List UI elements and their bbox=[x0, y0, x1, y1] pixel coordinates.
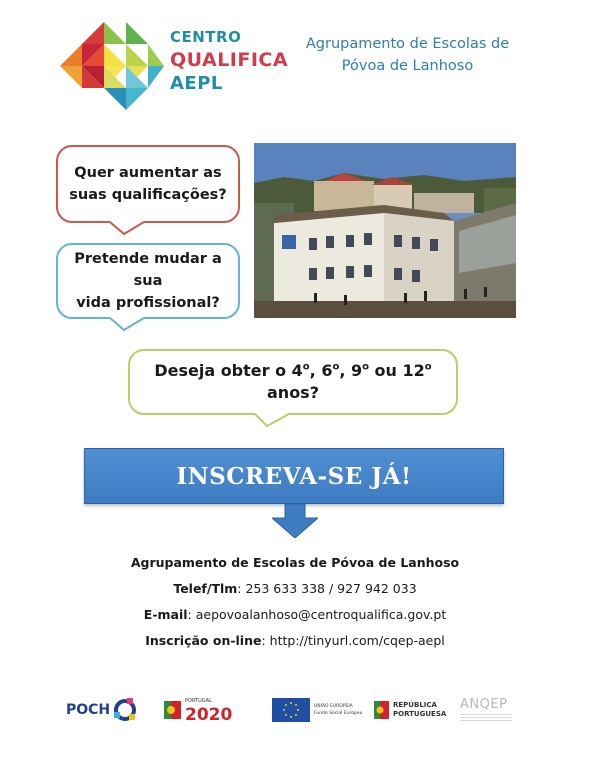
brand-line-2: QUALIFICA bbox=[170, 49, 289, 71]
bubble-3-text-12: ou 12 bbox=[368, 361, 425, 380]
brand-line-3: AEPL bbox=[170, 73, 223, 94]
centro-qualifica-logo bbox=[60, 22, 164, 110]
ordinal-sup-2: o bbox=[332, 361, 340, 373]
year-label: 2020 bbox=[185, 705, 233, 725]
eu-line-1: UNIÃO EUROPEIA bbox=[314, 704, 353, 709]
bubble-2-line-1: Pretende mudar a sua bbox=[74, 251, 222, 289]
question-bubble-school-years bbox=[128, 349, 458, 415]
contact-info bbox=[60, 550, 530, 654]
brand-line-1: CENTRO bbox=[170, 28, 242, 46]
enroll-now-label: INSCREVA-SE JÁ! bbox=[176, 462, 412, 490]
enroll-now-banner[interactable] bbox=[84, 448, 504, 504]
anqep-logo bbox=[460, 692, 512, 728]
bubble-3-text-prefix: Deseja obter o 4 bbox=[154, 361, 303, 380]
portugal-label: PORTUGAL bbox=[185, 698, 212, 704]
eu-line-2: Fundo Social Europeu bbox=[314, 711, 363, 716]
bubble-2-tail bbox=[110, 317, 144, 331]
bubble-2-line-2: vida profissional? bbox=[76, 295, 220, 311]
contact-school-name: Agrupamento de Escolas de Póvoa de Lanhoso bbox=[130, 555, 460, 570]
bubble-3-tail bbox=[255, 413, 289, 427]
portugal-2020-logo bbox=[164, 692, 232, 728]
school-line-1: Agrupamento de Escolas de bbox=[305, 36, 510, 52]
portuguese-emblem-icon bbox=[374, 699, 390, 721]
footer-logos bbox=[0, 692, 600, 732]
down-arrow-icon bbox=[272, 504, 318, 538]
phone-value: : 253 633 338 / 927 942 033 bbox=[237, 581, 417, 596]
bubble-3-text-suffix: anos? bbox=[267, 383, 319, 402]
brand-name bbox=[170, 26, 288, 95]
republica-line-2: PORTUGUESA bbox=[393, 710, 447, 718]
school-line-2: Póvoa de Lanhoso bbox=[341, 58, 474, 74]
email-label: E-mail bbox=[143, 607, 188, 622]
poch-label: POCH bbox=[66, 702, 111, 718]
bubble-3-text-9: , 9 bbox=[339, 361, 363, 380]
eu-fse-logo bbox=[272, 692, 363, 728]
contact-email bbox=[60, 602, 530, 628]
contact-phone bbox=[60, 576, 530, 602]
bubble-1-line-2: suas qualificações? bbox=[69, 187, 227, 203]
republica-portuguesa-logo bbox=[374, 692, 446, 728]
email-value[interactable]: : aepovoalanhoso@centroqualifica.gov.pt bbox=[187, 607, 447, 622]
question-bubble-career bbox=[56, 243, 240, 319]
online-url[interactable]: : http://tinyurl.com/cqep-aepl bbox=[261, 633, 445, 648]
school-name-header bbox=[300, 33, 515, 77]
republica-line-1: REPÚBLICA bbox=[393, 701, 437, 709]
portugal-flag-icon bbox=[164, 699, 182, 721]
ordinal-sup-3: o bbox=[362, 361, 369, 373]
bubble-3-text-6: , 6 bbox=[309, 361, 333, 380]
eu-flag-icon bbox=[272, 698, 310, 722]
question-bubble-qualifications bbox=[56, 145, 240, 223]
ordinal-sup-4: o bbox=[424, 361, 432, 373]
ordinal-sup-1: o bbox=[302, 361, 310, 373]
online-label: Inscrição on-line bbox=[145, 633, 262, 648]
bubble-1-tail bbox=[110, 221, 144, 235]
poch-mark-icon bbox=[112, 696, 138, 724]
school-building-photo bbox=[254, 143, 516, 318]
bubble-1-line-1: Quer aumentar as bbox=[74, 165, 222, 181]
anqep-subtitle-lines bbox=[460, 714, 512, 722]
contact-online bbox=[60, 628, 530, 654]
phone-label: Telef/Tlm bbox=[173, 581, 238, 596]
anqep-label: ANQEP bbox=[460, 697, 508, 712]
poch-logo bbox=[66, 692, 138, 728]
